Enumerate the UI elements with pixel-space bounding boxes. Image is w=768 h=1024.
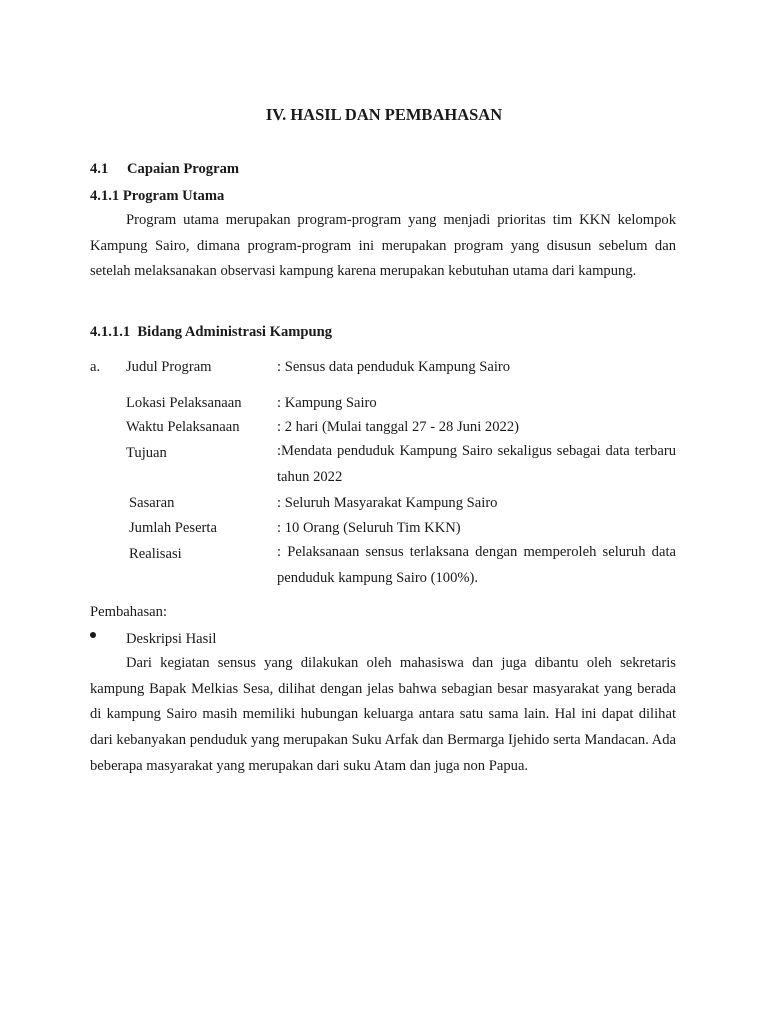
list-marker: a. (90, 359, 101, 375)
subsection-heading: 4.1.1 Program Utama (90, 188, 225, 204)
intro-paragraph-text: Program utama merupakan program-program yang menjadi prioritas tim KKN kelompok Kampung Sairo, dimana program-program ini merupakan program yang disusun sebelum dan setelah melaksanakan observasi kampung karena merupakan kebutuhan utama dari kampung. (90, 212, 676, 280)
bullet-label: Deskripsi Hasil (126, 631, 217, 647)
result-paragraph-text: Dari kegiatan sensus yang dilakukan oleh mahasiswa dan juga dibantu oleh sekretaris kampung Bapak Melkias Sesa, dilihat dengan jelas bahwa sebagian besar masyarakat yang berada di kampung Sairo masih memiliki hubungan keluarga antara satu sama lain. Hal ini dapat dilihat dari kebanyakan penduduk yang merupakan Suku Arfak dan Bermarga Ijehido serta Mandacan. Ada beberapa masyarakat yang merupakan dari suku Atam dan juga non Papua. (90, 655, 676, 774)
result-paragraph (90, 651, 676, 780)
section-heading: Capaian Program (127, 161, 240, 177)
value-waktu: : 2 hari (Mulai tanggal 27 - 28 Juni 2022) (277, 419, 519, 435)
label-sasaran: Sasaran (129, 495, 175, 511)
label-judul-program: Judul Program (126, 359, 212, 375)
value-jumlah-peserta: : 10 Orang (Seluruh Tim KKN) (277, 520, 461, 536)
label-realisasi: Realisasi (129, 546, 182, 562)
value-judul-program: : Sensus data penduduk Kampung Sairo (277, 359, 511, 375)
value-tujuan: :Mendata penduduk Kampung Sairo sekaligus sebagai data terbaru tahun 2022 (277, 443, 676, 485)
intro-paragraph (90, 208, 676, 285)
value-sasaran: : Seluruh Masyarakat Kampung Sairo (277, 495, 498, 511)
label-tujuan: Tujuan (126, 445, 167, 461)
bullet-icon (90, 632, 96, 638)
section-number: 4.1 (90, 161, 109, 177)
subsubsection-heading: 4.1.1.1 Bidang Administrasi Kampung (90, 324, 333, 340)
label-jumlah-peserta: Jumlah Peserta (129, 520, 217, 536)
label-lokasi: Lokasi Pelaksanaan (126, 395, 242, 411)
chapter-title: IV. HASIL DAN PEMBAHASAN (265, 105, 503, 124)
value-lokasi: : Kampung Sairo (277, 395, 377, 411)
label-waktu: Waktu Pelaksanaan (126, 419, 240, 435)
discussion-heading: Pembahasan: (90, 604, 168, 620)
value-realisasi: : Pelaksanaan sensus terlaksana dengan memperoleh seluruh data penduduk kampung Sairo (100%). (277, 544, 676, 586)
